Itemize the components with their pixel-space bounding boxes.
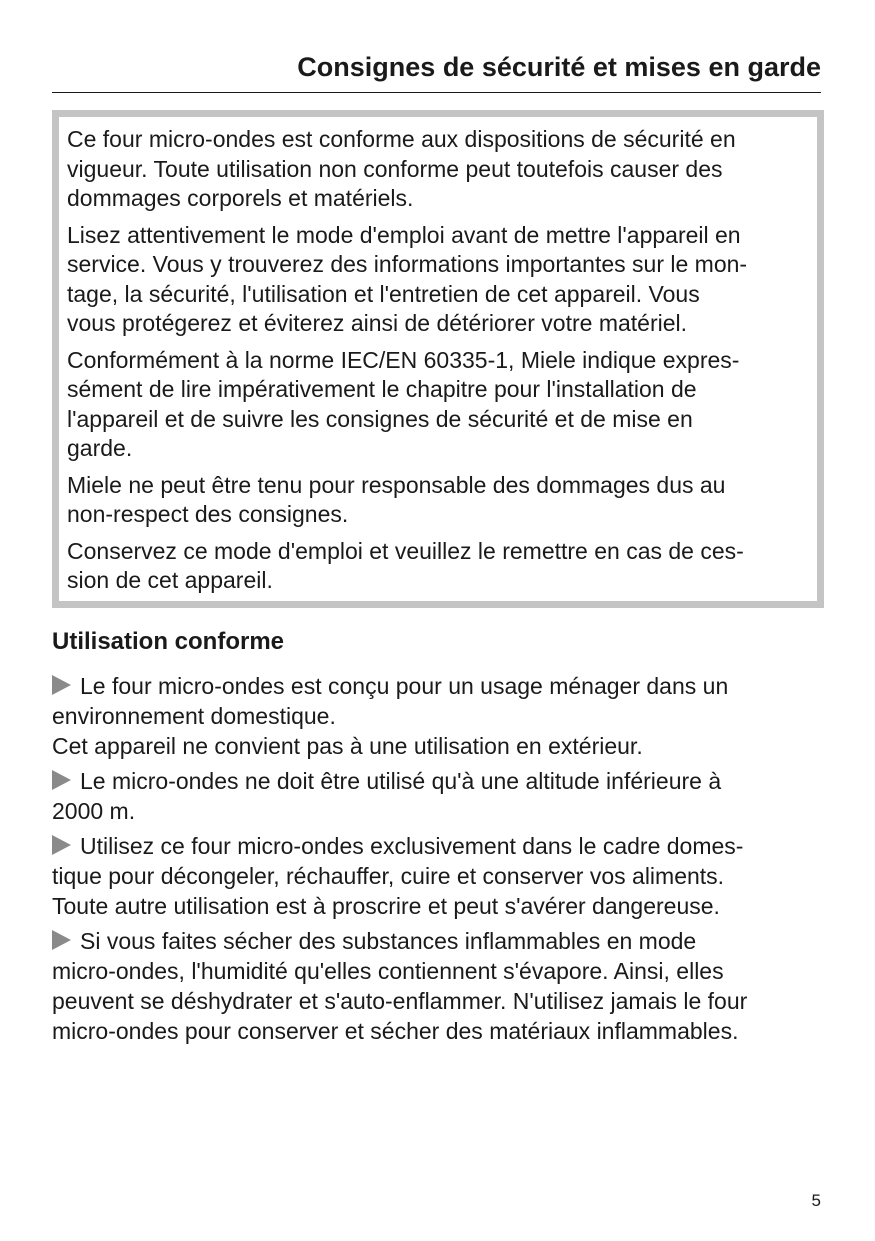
text-line: Conservez ce mode d'emploi et veuillez le remettre en cas de ces-: [67, 537, 744, 564]
text-line: Cet appareil ne convient pas à une utilisation en extérieur.: [52, 733, 643, 759]
text-line-content: Le four micro-ondes est conçu pour un usage ménager dans un: [80, 673, 729, 699]
text-line: environnement domestique.: [52, 703, 336, 729]
text-line: sion de cet appareil.: [67, 567, 273, 593]
text-line: [52, 926, 824, 956]
arrow-icon: [52, 930, 71, 950]
text-line: service. Vous y trouverez des informations importantes sur le mon-: [67, 251, 748, 277]
warning-paragraph: [67, 346, 803, 464]
list-item: [52, 926, 824, 1046]
text-line: tage, la sécurité, l'utilisation et l'entretien de cet appareil. Vous: [67, 280, 700, 307]
text-line: Conformément à la norme IEC/EN 60335-1, Miele indique expres-: [67, 346, 740, 373]
text-line: [52, 766, 824, 796]
warning-paragraph: [67, 125, 803, 214]
warning-paragraph: [67, 537, 803, 596]
text-line: non-respect des consignes.: [67, 501, 349, 527]
text-line: micro-ondes pour conserver et sécher des matériaux inflammables.: [52, 1018, 739, 1044]
text-line: 2000 m.: [52, 798, 136, 824]
text-line: tique pour décongeler, réchauffer, cuire et conserver vos aliments.: [52, 863, 725, 889]
text-line: sément de lire impérativement le chapitre pour l'installation de: [67, 376, 697, 402]
page-number: 5: [811, 1191, 821, 1210]
arrow-icon: [52, 770, 71, 790]
text-line: Lisez attentivement le mode d'emploi avant de mettre l'appareil en: [67, 221, 741, 248]
list-item: [52, 766, 824, 826]
text-line: peuvent se déshydrater et s'auto-enflammer. N'utilisez jamais le four: [52, 988, 748, 1014]
text-line-content: Le micro-ondes ne doit être utilisé qu'à une altitude inférieure à: [80, 768, 722, 794]
section-heading: Utilisation conforme: [52, 628, 285, 655]
list-item: [52, 671, 824, 761]
text-line: garde.: [67, 435, 133, 461]
text-line: Ce four micro-ondes est conforme aux dispositions de sécurité en: [67, 126, 736, 152]
arrow-icon: [52, 675, 71, 695]
text-line: Miele ne peut être tenu pour responsable des dommages dus au: [67, 471, 726, 498]
warning-box: [52, 110, 824, 608]
text-line: [52, 671, 824, 701]
warning-paragraph: [67, 471, 803, 530]
text-line-content: Utilisez ce four micro-ondes exclusivement dans le cadre domes-: [80, 833, 744, 859]
page-title: Consignes de sécurité et mises en garde: [297, 52, 821, 82]
usage-list: [52, 671, 824, 1051]
text-line: micro-ondes, l'humidité qu'elles contiennent s'évapore. Ainsi, elles: [52, 958, 724, 984]
text-line: [52, 831, 824, 861]
text-line: l'appareil et de suivre les consignes de sécurité et de mise en: [67, 405, 693, 432]
list-item: [52, 831, 824, 921]
header-divider: [52, 92, 821, 93]
text-line: vigueur. Toute utilisation non conforme peut toutefois causer des: [67, 155, 723, 182]
warning-paragraph: [67, 221, 803, 339]
arrow-icon: [52, 835, 71, 855]
text-line: dommages corporels et matériels.: [67, 185, 414, 211]
text-line: Toute autre utilisation est à proscrire et peut s'avérer dangereuse.: [52, 893, 720, 919]
text-line: vous protégerez et éviterez ainsi de détériorer votre matériel.: [67, 310, 688, 336]
text-line-content: Si vous faites sécher des substances inflammables en mode: [80, 928, 697, 954]
